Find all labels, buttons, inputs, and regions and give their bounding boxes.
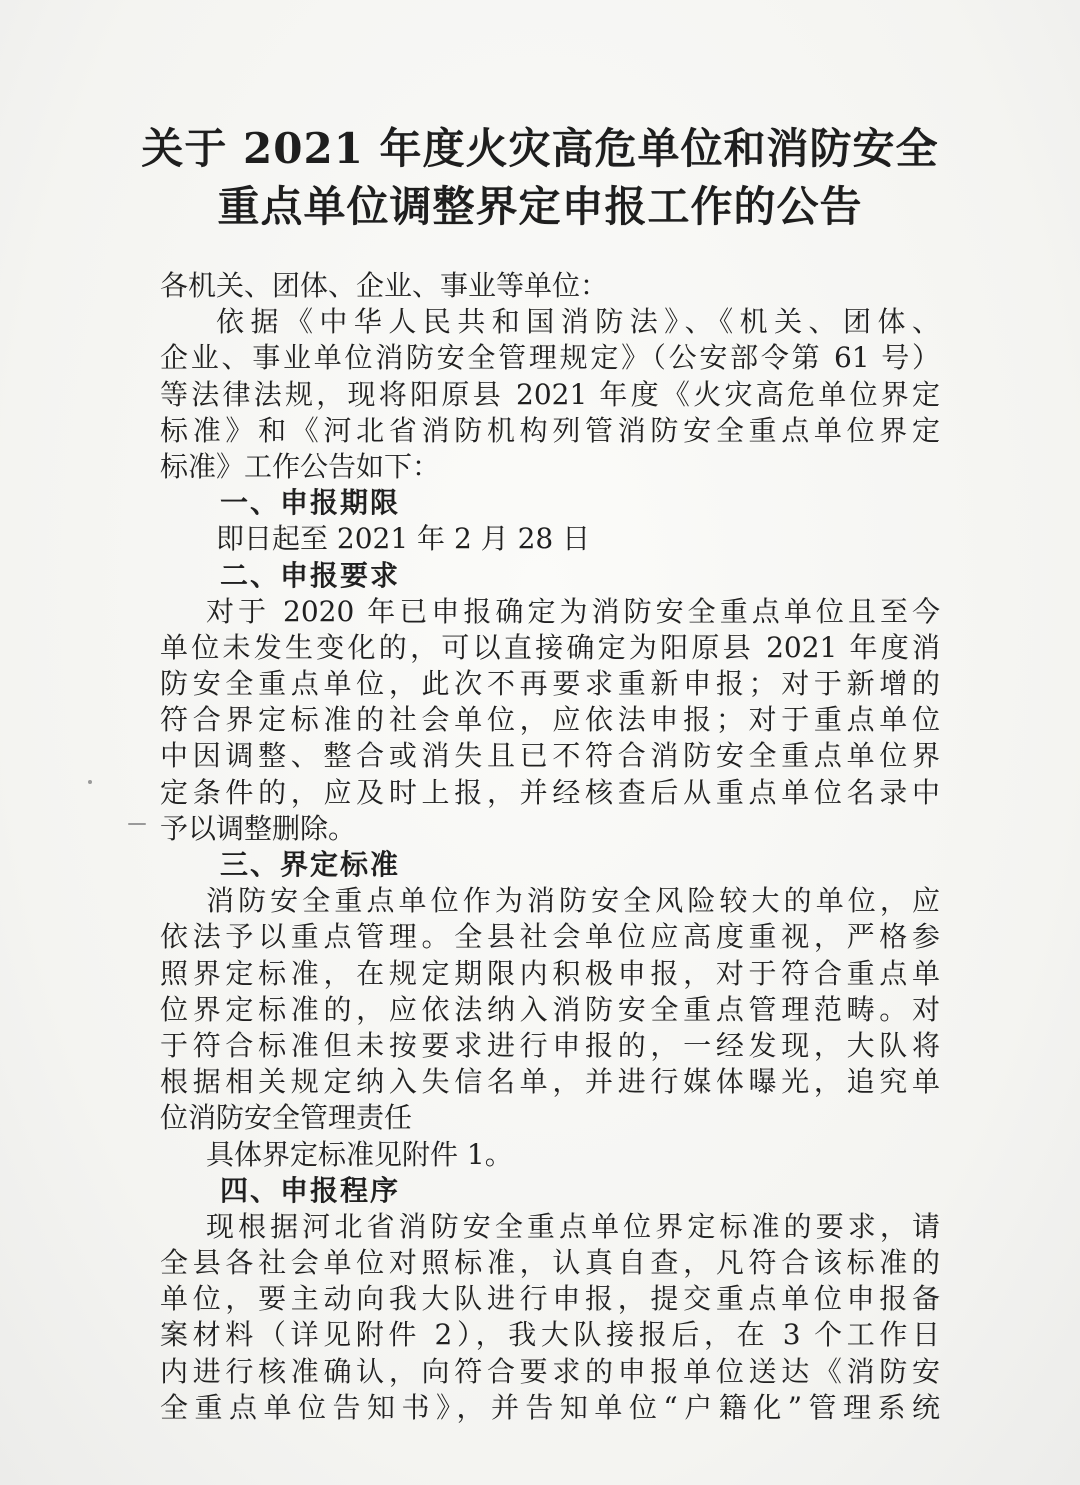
paragraph-line: 单位未发生变化的，可以直接确定为阳原县 2021 年度消 <box>160 630 940 664</box>
paragraph-line: 全县各社会单位对照标准，认真自查，凡符合该标准的 <box>160 1246 940 1280</box>
scan-speck <box>128 823 146 825</box>
paragraph-line: 全重点单位告知书》，并告知单位“户籍化”管理系统 <box>160 1390 940 1424</box>
section-heading-4: 四、申报程序 <box>220 1173 401 1207</box>
paragraph-line: 消防安全重点单位作为消防安全风险较大的单位，应 <box>206 884 940 918</box>
paragraph-line: 位消防安全管理责任 <box>160 1101 413 1135</box>
section-heading-3: 三、界定标准 <box>220 848 401 881</box>
section-heading-1: 一、申报期限 <box>220 486 401 520</box>
paragraph-line: 标准》和《河北省消防机构列管消防安全重点单位界定 <box>160 413 940 447</box>
paragraph-line: 标准》工作公告如下： <box>160 449 441 483</box>
paragraph-line: 对于 2020 年已申报确定为消防安全重点单位且至今 <box>206 594 940 628</box>
paragraph-line: 现根据河北省消防安全重点单位界定标准的要求，请 <box>206 1209 940 1243</box>
scan-speck <box>88 780 92 784</box>
paragraph-line: 位界定标准的，应依法纳入消防安全重点管理范畴。对 <box>160 992 940 1026</box>
paragraph-line: 依法予以重点管理。全县社会单位应高度重视，严格参 <box>160 920 940 954</box>
paragraph-line: 符合界定标准的社会单位，应依法申报；对于重点单位 <box>160 703 940 737</box>
paragraph-line: 根据相关规定纳入失信名单，并进行媒体曝光，追究单 <box>160 1065 940 1099</box>
section-heading-2: 二、申报要求 <box>220 558 401 592</box>
paragraph-line: 予以调整删除。 <box>160 811 357 845</box>
paragraph-line: 案材料（详见附件 2），我大队接报后，在 3 个工作日 <box>160 1318 940 1352</box>
paragraph-line: 于符合标准但未按要求进行申报的，一经发现，大队将 <box>160 1028 940 1062</box>
paragraph-line: 内进行核准确认，向符合要求的申报单位送达《消防安 <box>160 1354 940 1388</box>
document-title-line-1: 关于 2021 年度火灾高危单位和消防安全 <box>141 124 939 173</box>
paragraph-line: 定条件的，应及时上报，并经核查后从重点单位名录中 <box>160 775 940 809</box>
paragraph-line: 依据《中华人民共和国消防法》、《机关、团体、 <box>216 305 940 339</box>
paragraph-line: 单位，要主动向我大队进行申报，提交重点单位申报备 <box>160 1282 940 1316</box>
paragraph-line: 具体界定标准见附件 1。 <box>206 1137 513 1171</box>
paragraph-line: 即日起至 2021 年 2 月 28 日 <box>216 522 591 556</box>
salutation: 各机关、团体、企业、事业等单位： <box>160 269 609 302</box>
document-body <box>160 268 940 1426</box>
document-title-line-2: 重点单位调整界定申报工作的公告 <box>217 182 863 231</box>
paragraph-line: 照界定标准，在规定期限内积极申报，对于符合重点单 <box>160 956 940 990</box>
paragraph-line: 等法律法规，现将阳原县 2021 年度《火灾高危单位界定 <box>160 377 940 411</box>
paragraph-line: 防安全重点单位，此次不再要求重新申报；对于新增的 <box>160 667 940 701</box>
paragraph-line: 中因调整、整合或消失且已不符合消防安全重点单位界 <box>160 739 940 773</box>
paragraph-line: 企业、事业单位消防安全管理规定》（公安部令第 61 号） <box>160 341 940 375</box>
